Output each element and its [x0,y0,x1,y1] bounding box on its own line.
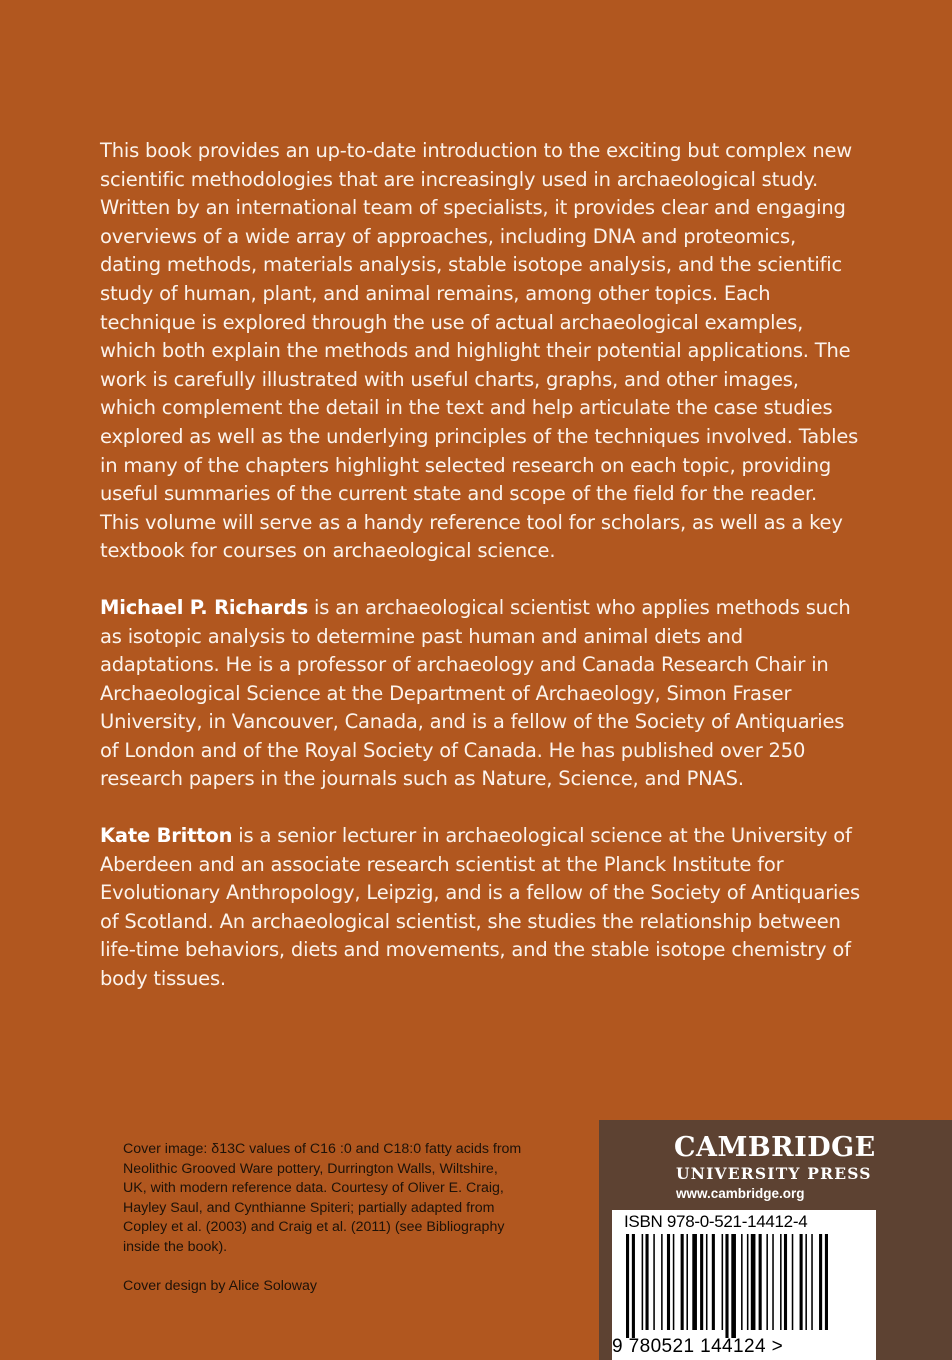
isbn-text: ISBN 978-0-521-14412-4 [624,1212,808,1231]
cover-design-credit: Cover design by Alice Soloway [123,1277,317,1294]
barcode-bar [653,1234,655,1330]
barcode-bar [712,1234,715,1330]
barcode-bar [792,1234,794,1330]
barcode-bar [661,1234,663,1330]
publisher-logo-name: CAMBRIDGE [674,1132,876,1163]
publisher-panel [599,1120,952,1360]
book-description: This book provides an up-to-date introduction to the exciting but complex new scientific methodologies that are increasingly used in archaeological study. Written by an international team of specialists, it provides clear and engaging overviews of a wide array of approaches, including DNA and proteomics, dating methods, materials analysis, stable isotope analysis, and the scientific study of human, plant, and animal remains, among other topics. Each technique is explored through the use of actual archaeological examples, which both explain the methods and highlight their potential applications. The work is carefully illustrated with useful charts, graphs, and other images, which complement the detail in the text and help articulate the case studies explored as well as the underlying principles of the techniques involved. Tables in many of the chapters highlight selected research on each topic, providing useful summaries of the current state and scope of the field for the reader. This volume will serve as a handy reference tool for scholars, as well as a key textbook for courses on archaeological science. [100,139,859,563]
barcode-bar [784,1234,787,1330]
barcode-bar [819,1234,822,1330]
barcode-bar [741,1234,743,1330]
cover-credits [123,1140,523,1315]
author-bio-britton [100,822,860,994]
barcode-bar [646,1234,649,1330]
barcode-bar [811,1234,813,1330]
barcode-label [612,1210,876,1360]
author-name: Michael P. Richards [100,595,308,619]
author-name: Kate Britton [100,824,233,848]
barcode-bar [642,1234,644,1330]
barcode-bar [747,1234,749,1330]
author-bio-text: is an archaeological scientist who applies methods such as isotopic analysis to determine past human and animal diets and adaptations. He is a professor of archaeology and Canada Research Chair in Archaeological Science at the Department of Archaeology, Simon Fraser University, in Vancouver, Canada, and is a fellow of the Society of Antiquaries of London and of the Royal Society of Canada. He has published over 250 research papers in the journals such as Nature, Science, and PNAS. [100,595,851,791]
barcode-icon [622,1234,872,1338]
barcode-bar [780,1234,782,1330]
barcode-bar [626,1234,629,1338]
publisher-url: www.cambridge.org [676,1186,805,1201]
barcode-bar [667,1234,670,1330]
barcode-bar [805,1234,807,1330]
author-bio-text: is a senior lecturer in archaeological science at the University of Aberdeen and an associate research scientist at the Planck Institute for Evolutionary Anthropology, Leipzig, and is a fellow of the Society of Antiquaries of Scotland. An archaeological scientist, she studies the relationship between life-time behaviors, diets and movements, and the stable isotope chemistry of body tissues. [100,824,861,991]
back-cover-text [100,137,860,1022]
barcode-bar [681,1234,684,1330]
barcode-bar [686,1234,688,1330]
author-bio-richards [100,594,860,794]
barcode-bar [725,1234,728,1338]
barcode-bar [722,1234,724,1330]
publisher-logo-subtitle: UNIVERSITY PRESS [676,1164,872,1183]
barcode-bar [632,1234,635,1338]
barcode-bar [800,1234,803,1330]
barcode-bar [706,1234,708,1330]
barcode-bar [751,1234,756,1330]
barcode-bar [766,1234,768,1330]
barcode-bar [772,1234,774,1330]
barcode-bar [825,1234,828,1330]
barcode-bar [692,1234,697,1330]
cover-image-credit: Cover image: δ13C values of C16 :0 and C18:0 fatty acids from Neolithic Grooved Ware pottery, Durrington Walls, Wiltshire, UK, with modern reference data. Courtesy of Oliver E. Craig, Hayley Saul, and Cynthianne Spiteri; partially adapted from Copley et al. (2003) and Craig et al. (2011) (see Bibliography inside the book). [123,1141,522,1255]
barcode-digits: 9 780521 144124 > [612,1336,784,1357]
barcode-bar [673,1234,675,1330]
barcode-bar [759,1234,762,1330]
barcode-bar [731,1234,736,1338]
barcode-bar [700,1234,703,1330]
